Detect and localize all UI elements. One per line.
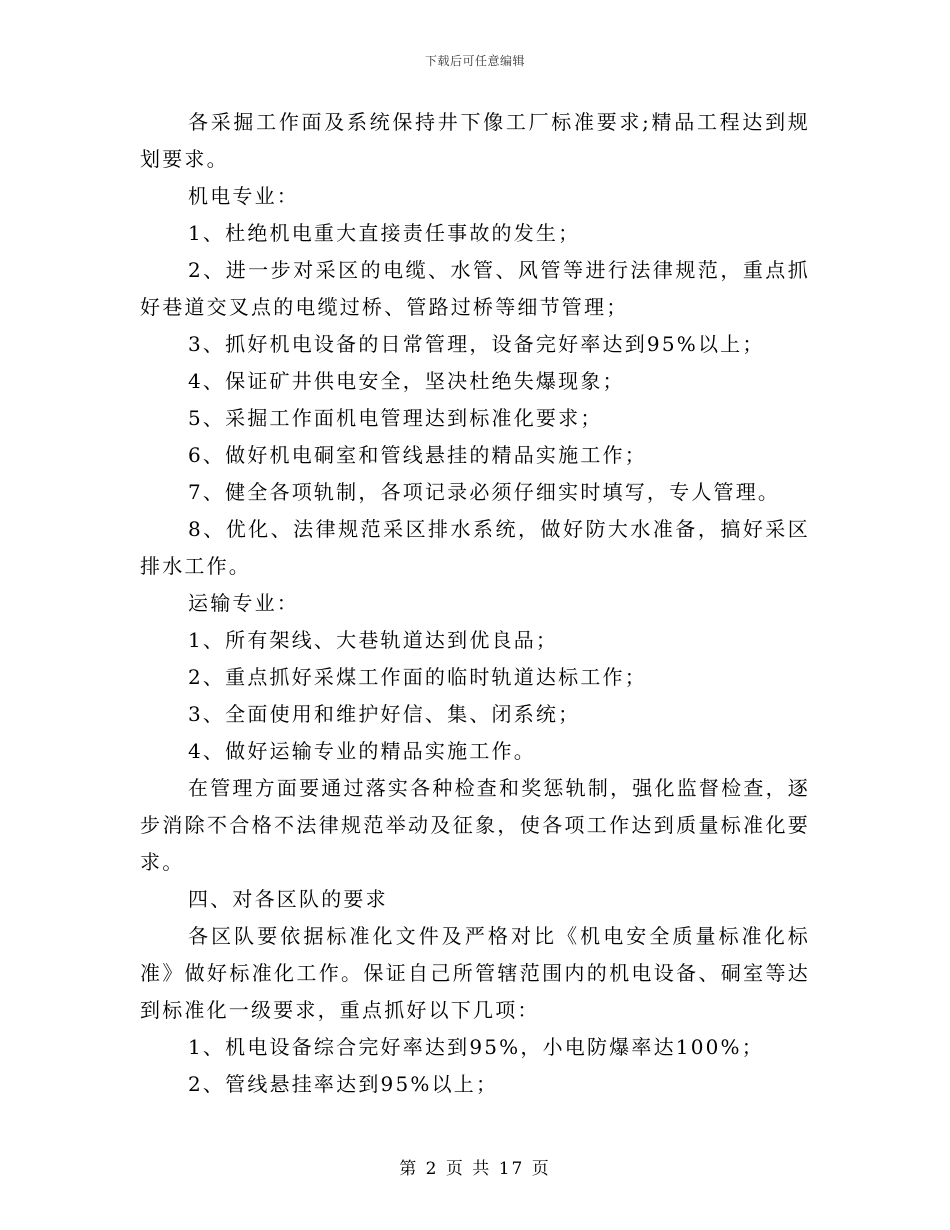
footer-suffix: 页	[531, 1159, 551, 1179]
footer-page-word: 页	[445, 1159, 465, 1179]
list-item: 5、采掘工作面机电管理达到标准化要求；	[188, 406, 603, 430]
page-header: 下载后可任意编辑	[424, 54, 525, 68]
total-pages-number: 17	[498, 1159, 525, 1179]
list-item: 7、健全各项轨制，各项记录必须仔细实时填写，专人管理。	[188, 480, 781, 504]
paragraph: 各区队要依据标准化文件及严格对比《机电安全质量标准化标准》做好标准化工作。保证自己所管辖范围内的机电设备、硐室等达到标准化一级要求，重点抓好以下几项：	[140, 924, 810, 1022]
list-item: 3、抓好机电设备的日常管理，设备完好率达到95%以上；	[188, 332, 765, 356]
section-heading: 机电专业：	[188, 184, 299, 208]
list-item: 1、所有架线、大巷轨道达到优良品；	[188, 628, 559, 652]
list-item: 8、优化、法律规范采区排水系统，做好防大水准备，搞好采区排水工作。	[140, 517, 810, 578]
paragraph: 在管理方面要通过落实各种检查和奖惩轨制，强化监督检查，逐步消除不合格不法律规范举动及征象，使各项工作达到质量标准化要求。	[140, 776, 810, 874]
page-footer	[0, 1154, 950, 1179]
paragraph: 各采掘工作面及系统保持井下像工厂标准要求;精品工程达到规划要求。	[140, 110, 810, 171]
list-item: 2、进一步对采区的电缆、水管、风管等进行法律规范，重点抓好巷道交叉点的电缆过桥、管路过桥等细节管理；	[140, 258, 810, 319]
list-item: 4、做好运输专业的精品实施工作。	[188, 739, 536, 763]
list-item: 2、重点抓好采煤工作面的临时轨道达标工作；	[188, 665, 647, 689]
list-item: 3、全面使用和维护好信、集、闭系统；	[188, 702, 581, 726]
section-heading: 四、对各区队的要求	[188, 887, 388, 911]
document-body	[140, 104, 810, 1103]
list-item: 2、管线悬挂率达到95%以上；	[188, 1072, 499, 1096]
list-item: 1、杜绝机电重大直接责任事故的发生；	[188, 221, 581, 245]
list-item: 6、做好机电硐室和管线悬挂的精品实施工作；	[188, 443, 647, 467]
current-page-number: 2	[425, 1159, 439, 1179]
footer-prefix: 第	[399, 1159, 419, 1179]
section-heading: 运输专业：	[188, 591, 299, 615]
list-item: 1、机电设备综合完好率达到95%，小电防爆率达100%；	[188, 1035, 764, 1059]
list-item: 4、保证矿井供电安全，坚决杜绝失爆现象；	[188, 369, 625, 393]
footer-total-word: 共	[472, 1159, 492, 1179]
